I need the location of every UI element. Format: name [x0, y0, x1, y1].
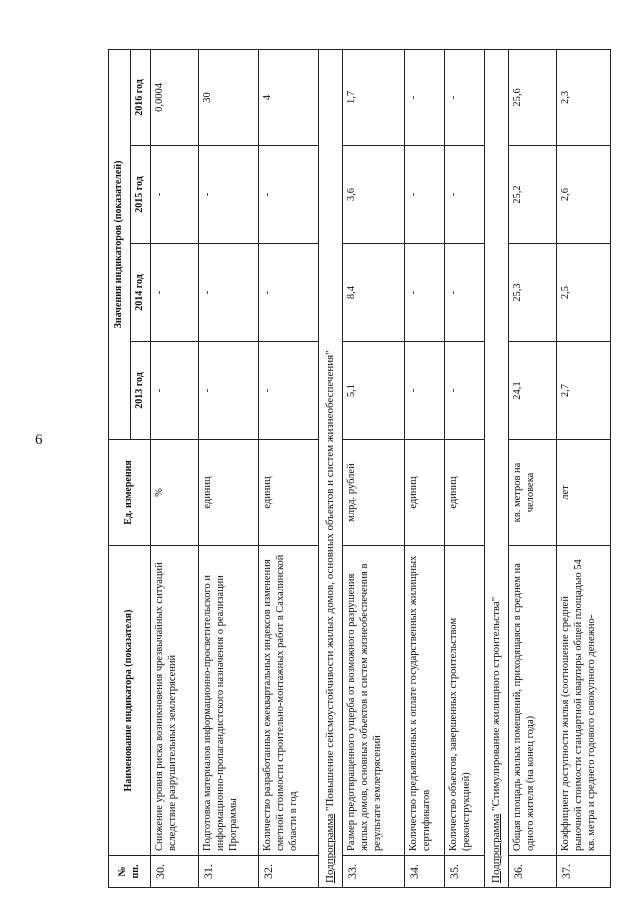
subprogram-name: "Повышение сейсмоустойчивости жилых домов, основных объектов и систем жизнеобеспечения" — [323, 350, 336, 814]
subprogram-title — [485, 49, 509, 887]
value-cell: - — [199, 342, 259, 440]
row-number: 32. — [259, 856, 319, 888]
row-number: 31. — [199, 856, 259, 888]
header-values-group: Значения индикаторов (показателей) — [109, 49, 131, 439]
value-cell: - — [445, 146, 485, 244]
indicator-name: Коэффициент доступности жилья (соотношение средней рыночной стоимости стандартной квартиры общей площадью 54 кв. метра и среднего годового совокупного денежно- — [557, 546, 611, 856]
value-cell: - — [259, 146, 319, 244]
value-cell: 3,6 — [343, 146, 405, 244]
unit-cell: % — [151, 440, 199, 546]
unit-cell: лет — [557, 440, 611, 546]
subprogram-row — [485, 49, 509, 887]
table-row — [509, 49, 557, 887]
header-year-2016: 2016 год — [131, 49, 151, 145]
value-cell: - — [151, 342, 199, 440]
subprogram-row — [319, 49, 343, 887]
unit-cell: единиц — [405, 440, 445, 546]
subprogram-label: Подпрограмма — [323, 813, 336, 883]
value-cell: 25,3 — [509, 244, 557, 342]
value-cell: - — [259, 244, 319, 342]
row-number: 37. — [557, 856, 611, 888]
value-cell: - — [445, 244, 485, 342]
row-number: 30. — [151, 856, 199, 888]
value-cell: 2,3 — [557, 49, 611, 145]
table-row — [151, 49, 199, 887]
unit-cell: единиц — [445, 440, 485, 546]
row-number: 36. — [509, 856, 557, 888]
value-cell: - — [199, 146, 259, 244]
table-row — [557, 49, 611, 887]
value-cell: - — [405, 342, 445, 440]
table-row — [343, 49, 405, 887]
value-cell: - — [151, 146, 199, 244]
indicator-name: Общая площадь жилых помещений, приходящаяся в среднем на одного жителя (на конец года) — [509, 546, 557, 856]
value-cell: - — [405, 49, 445, 145]
row-number: 34. — [405, 856, 445, 888]
table-body — [151, 49, 611, 887]
indicator-name: Размер предотвращенного ущерба от возможного разрушения жилых домов, основных объектов и систем жизнеобеспечения в результате землетрясений — [343, 546, 405, 856]
header-unit: Ед. измерения — [109, 440, 151, 546]
value-cell: 2,5 — [557, 244, 611, 342]
subprogram-title — [319, 49, 343, 887]
unit-cell: млрд. рублей — [343, 440, 405, 546]
value-cell: - — [405, 146, 445, 244]
row-number: 33. — [343, 856, 405, 888]
value-cell: 2,7 — [557, 342, 611, 440]
table-row — [199, 49, 259, 887]
indicator-name: Количество разработанных ежеквартальных индексов изменения сметной стоимости строительно-монтажных работ в Сахалинской области в год — [259, 546, 319, 856]
rotated-table-wrapper — [108, 50, 606, 888]
value-cell: 0,0004 — [151, 49, 199, 145]
value-cell: 24,1 — [509, 342, 557, 440]
value-cell: 25,2 — [509, 146, 557, 244]
subprogram-name: "Стимулирование жилищного строительства" — [489, 596, 502, 814]
row-number: 35. — [445, 856, 485, 888]
value-cell: 4 — [259, 49, 319, 145]
value-cell: 30 — [199, 49, 259, 145]
indicator-name: Количество предъявленных к оплате государственных жилищных сертификатов — [405, 546, 445, 856]
table-row — [445, 49, 485, 887]
indicator-name: Подготовка материалов информационно-просветительского и информационно-пропагандистского назначения о реализации Программы — [199, 546, 259, 856]
value-cell: - — [445, 49, 485, 145]
value-cell: - — [199, 244, 259, 342]
page-number: 6 — [35, 432, 43, 448]
indicator-name: Количество объектов, завершенных строительством (реконструкцией) — [445, 546, 485, 856]
indicator-name: Снижение уровня риска возникновения чрезвычайных ситуаций вследствие разрушительных землетрясений — [151, 546, 199, 856]
value-cell: - — [445, 342, 485, 440]
value-cell: 8,4 — [343, 244, 405, 342]
value-cell: - — [151, 244, 199, 342]
header-year-2014: 2014 год — [131, 244, 151, 342]
header-year-2013: 2013 год — [131, 342, 151, 440]
header-num: № пп. — [109, 856, 151, 888]
header-name: Наименование индикатора (показателя) — [109, 546, 151, 856]
indicators-table — [108, 49, 611, 888]
value-cell: - — [405, 244, 445, 342]
subprogram-label: Подпрограмма — [489, 813, 502, 883]
value-cell: 2,6 — [557, 146, 611, 244]
table-row — [259, 49, 319, 887]
unit-cell: кв. метров на человека — [509, 440, 557, 546]
value-cell: 1,7 — [343, 49, 405, 145]
unit-cell: единиц — [199, 440, 259, 546]
table-row — [405, 49, 445, 887]
unit-cell: единиц — [259, 440, 319, 546]
value-cell: 25,6 — [509, 49, 557, 145]
value-cell: 5,1 — [343, 342, 405, 440]
header-year-2015: 2015 год — [131, 146, 151, 244]
value-cell: - — [259, 342, 319, 440]
